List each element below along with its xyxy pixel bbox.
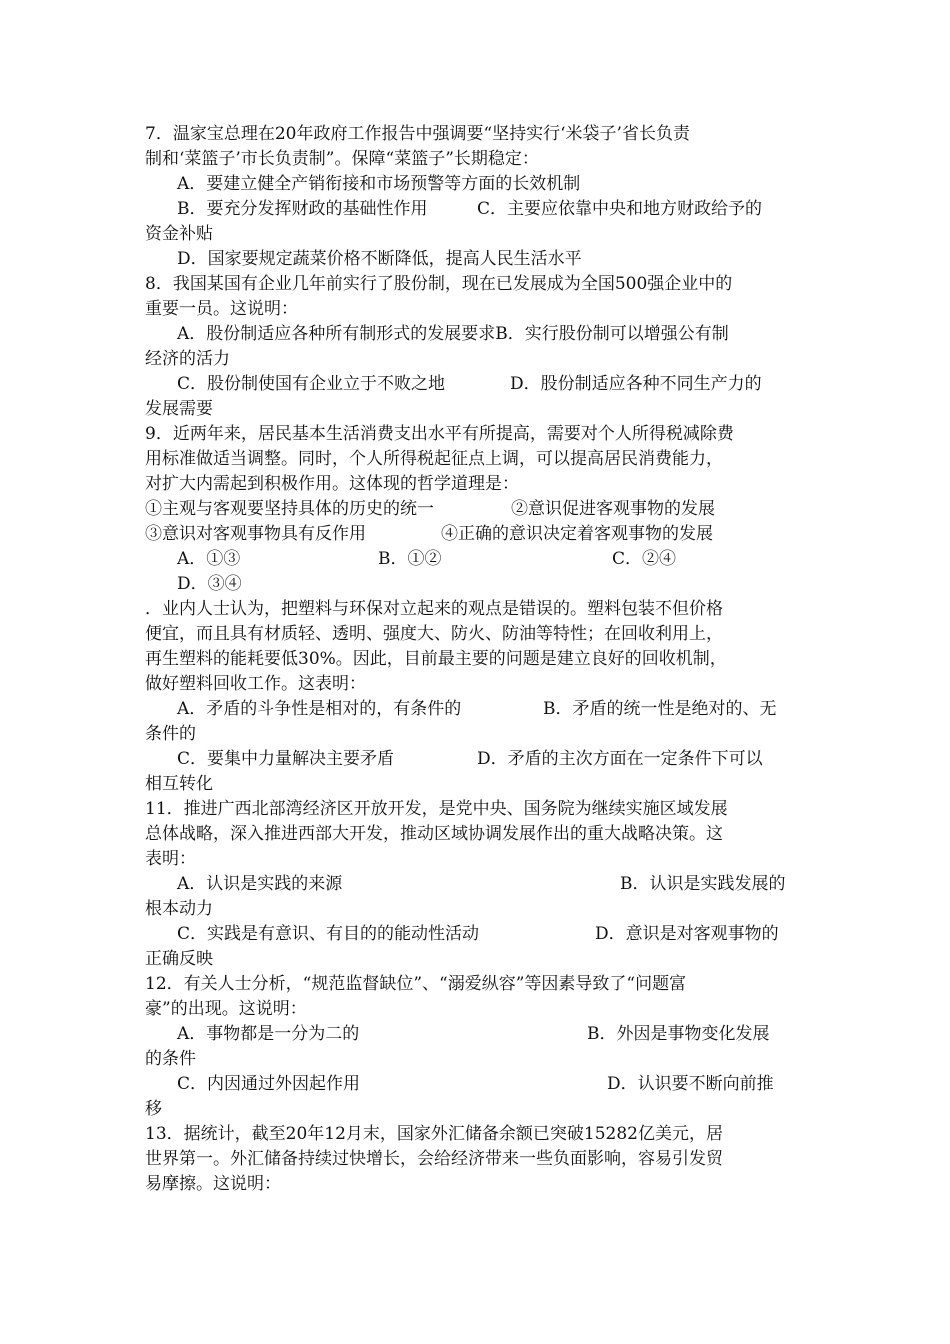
question-list: [145, 122, 810, 1197]
question-9-statements-line-1: [145, 497, 810, 522]
question-12-option-d: D．认识要不断向前推: [607, 1074, 774, 1094]
question-11-option-b: B．认识是实践发展的: [620, 874, 786, 894]
question-9-option-d: D．③④: [177, 574, 242, 594]
question-11-option-c: C．实践是有意识、有目的的能动性活动: [177, 924, 480, 944]
question-10-stem-line-4: 做好塑料回收工作。这表明：: [145, 674, 366, 694]
question-10-option-a: A．矛盾的斗争性是相对的，有条件的: [177, 699, 462, 719]
question-8-options-cd-line: [145, 372, 810, 397]
question-13-stem-line-3: 易摩擦。这说明：: [145, 1174, 281, 1194]
question-10-stem-line-2: 便宜，而且具有材质轻、透明、强度大、防火、防油等特性；在回收利用上，: [145, 624, 723, 644]
question-8-stem-line-1: 8．我国某国有企业几年前实行了股份制，现在已发展成为全国500强企业中的: [145, 274, 733, 294]
question-11-stem-line-2: 总体战略，深入推进西部大开发，推动区域协调发展作出的重大战略决策。这: [145, 824, 723, 844]
question-11-option-d-continued: 正确反映: [145, 949, 213, 969]
question-7-option-c-continued: 资金补贴: [145, 224, 213, 244]
question-10-option-d-continued: 相互转化: [145, 774, 213, 794]
question-12-option-b-continued: 的条件: [145, 1049, 196, 1069]
question-13-stem-line-1: 13．据统计，截至20年12月末，国家外汇储备余额已突破15282亿美元，居: [145, 1124, 723, 1144]
question-7-stem-line-1: 7．温家宝总理在20年政府工作报告中强调要“坚持实行‘米袋子’省长负责: [145, 124, 690, 144]
question-7: [145, 122, 810, 272]
question-9-statement-2: ②意识促进客观事物的发展: [511, 499, 715, 519]
question-10-options-ab-line: [145, 697, 810, 722]
question-10: [145, 597, 810, 797]
question-12-stem-line-1: 12．有关人士分析，“规范监督缺位”、“溺爱纵容”等因素导致了“问题富: [145, 974, 687, 994]
question-11-options-ab-line: [145, 872, 810, 897]
question-8-option-d: D．股份制适应各种不同生产力的: [510, 374, 762, 394]
question-9: [145, 422, 810, 597]
question-7-option-d: D．国家要规定蔬菜价格不断降低，提高人民生活水平: [177, 249, 582, 269]
question-11-option-d: D．意识是对客观事物的: [595, 924, 779, 944]
question-10-stem-line-3: 再生塑料的能耗要低30%。因此，目前最主要的问题是建立良好的回收机制，: [145, 649, 727, 669]
question-9-stem-line-2: 用标准做适当调整。同时，个人所得税起征点上调，可以提高居民消费能力，: [145, 449, 723, 469]
question-9-stem-line-3: 对扩大内需起到积极作用。这体现的哲学道理是：: [145, 474, 519, 494]
question-13: [145, 1122, 810, 1197]
question-9-statement-3: ③意识对客观事物具有反作用: [145, 524, 366, 544]
question-9-statement-1: ①主观与客观要坚持具体的历史的统一: [145, 499, 434, 519]
question-9-stem-line-1: 9．近两年来，居民基本生活消费支出水平有所提高，需要对个人所得税减除费: [145, 424, 734, 444]
question-10-option-c: C．要集中力量解决主要矛盾: [177, 749, 395, 769]
question-7-stem-line-2: 制和‘菜篮子’市长负责制”。保障“菜篮子”长期稳定：: [145, 149, 539, 169]
question-10-option-b: B．矛盾的统一性是绝对的、无: [543, 699, 777, 719]
question-12-option-d-continued: 移: [145, 1099, 162, 1119]
question-8: [145, 272, 810, 422]
question-7-option-c: C．主要应依靠中央和地方财政给予的: [477, 199, 763, 219]
question-11-options-cd-line: [145, 922, 810, 947]
question-9-option-b: B．①②: [378, 549, 442, 569]
question-9-statement-4: ④正确的意识决定着客观事物的发展: [441, 524, 713, 544]
question-7-options-bc-line: [145, 197, 810, 222]
question-12-option-a: A．事物都是一分为二的: [177, 1024, 360, 1044]
question-11-stem-line-1: 11．推进广西北部湾经济区开放开发，是党中央、国务院为继续实施区域发展: [145, 799, 728, 819]
question-10-option-b-continued: 条件的: [145, 724, 196, 744]
question-12-stem-line-2: 豪”的出现。这说明：: [145, 999, 307, 1019]
question-12-option-c: C．内因通过外因起作用: [177, 1074, 361, 1094]
question-7-option-b: B．要充分发挥财政的基础性作用: [177, 199, 428, 219]
question-9-statements-line-2: [145, 522, 810, 547]
question-12-option-b: B．外因是事物变化发展: [587, 1024, 770, 1044]
question-10-options-cd-line: [145, 747, 810, 772]
question-12: [145, 972, 810, 1122]
question-8-option-c: C．股份制使国有企业立于不败之地: [177, 374, 446, 394]
question-8-options-ab: A．股份制适应各种所有制形式的发展要求B．实行股份制可以增强公有制: [177, 324, 729, 344]
question-10-option-d: D．矛盾的主次方面在一定条件下可以: [477, 749, 763, 769]
question-8-option-d-continued: 发展需要: [145, 399, 213, 419]
question-12-options-ab-line: [145, 1022, 810, 1047]
question-13-stem-line-2: 世界第一。外汇储备持续过快增长，会给经济带来一些负面影响，容易引发贸: [145, 1149, 723, 1169]
question-12-options-cd-line: [145, 1072, 810, 1097]
question-8-option-b-continued: 经济的活力: [145, 349, 230, 369]
question-11-option-a: A．认识是实践的来源: [177, 874, 343, 894]
question-9-options-line: [145, 547, 810, 572]
question-8-stem-line-2: 重要一员。这说明：: [145, 299, 298, 319]
question-11: [145, 797, 810, 972]
question-9-option-a: A．①③: [177, 549, 241, 569]
question-11-option-b-continued: 根本动力: [145, 899, 213, 919]
question-9-option-c: C．②④: [612, 549, 677, 569]
question-7-option-a: A．要建立健全产销衔接和市场预警等方面的长效机制: [177, 174, 581, 194]
question-11-stem-line-3: 表明：: [145, 849, 196, 869]
question-10-stem-line-1: ．业内人士认为，把塑料与环保对立起来的观点是错误的。塑料包装不但价格: [145, 599, 723, 619]
